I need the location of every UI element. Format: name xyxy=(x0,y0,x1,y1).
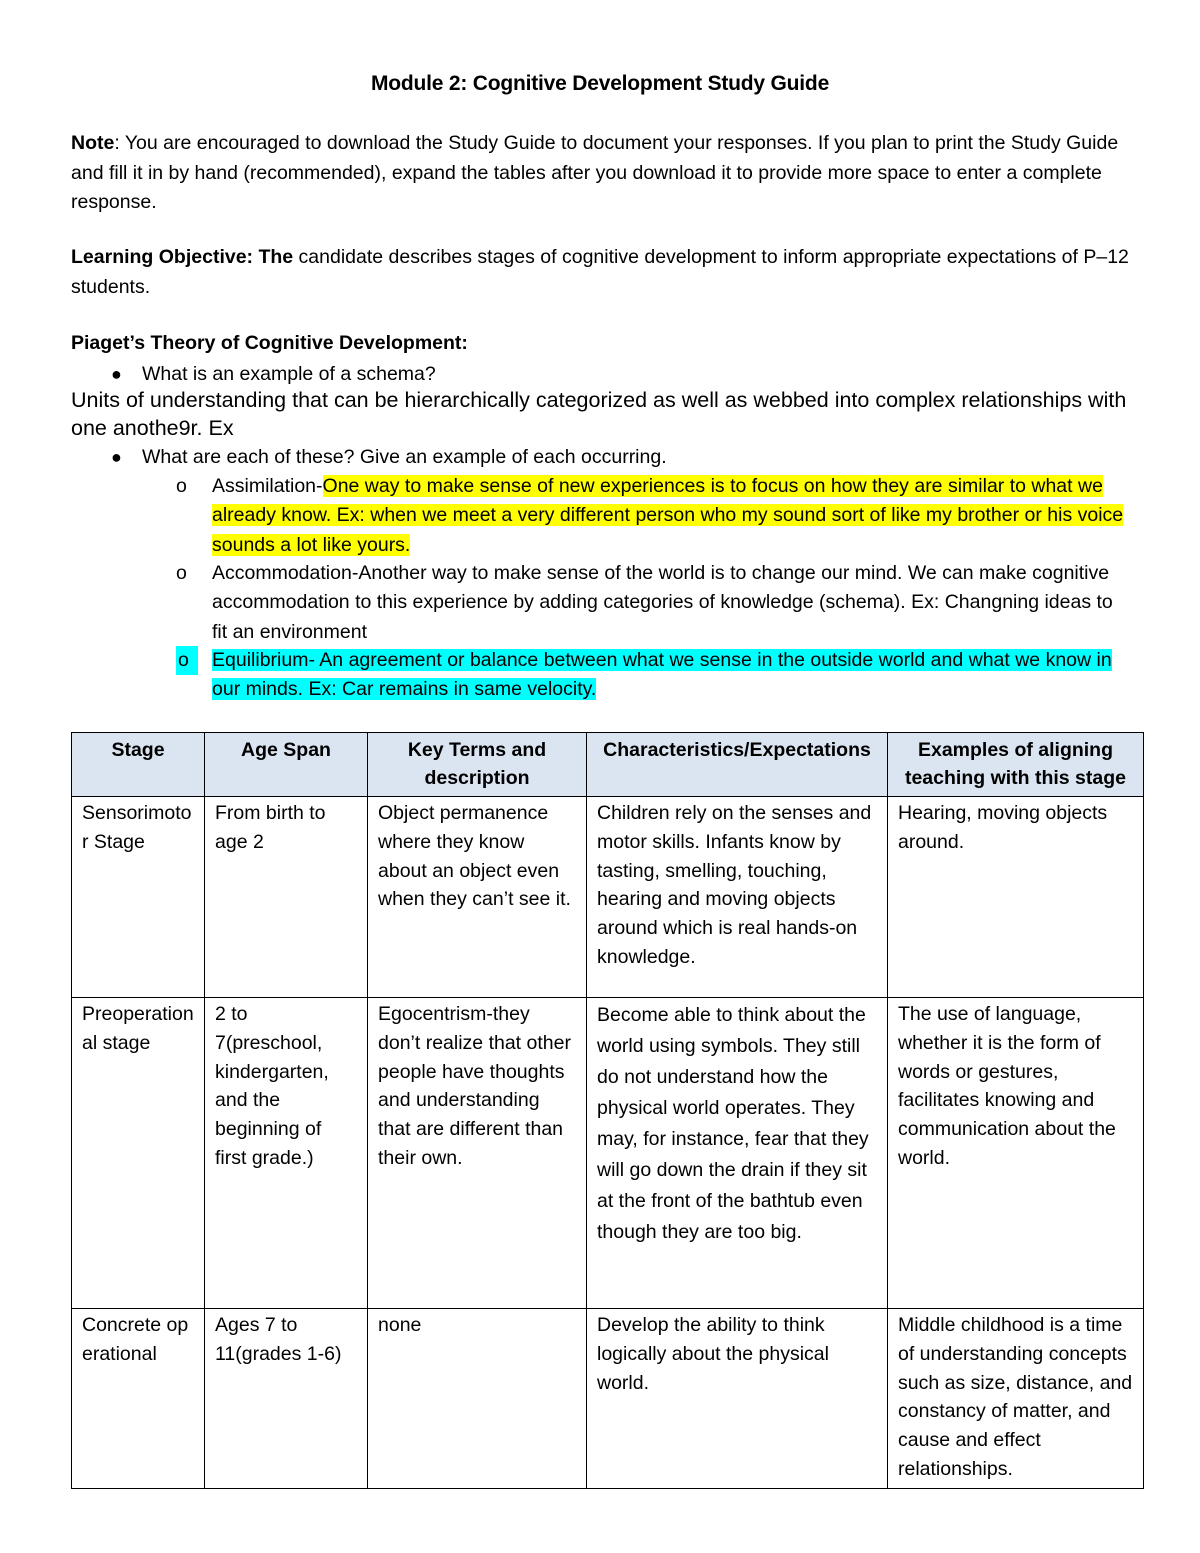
stages-table xyxy=(71,732,1144,1489)
age-span-cell: From birth to age 2 xyxy=(205,797,368,998)
age-span-cell: Ages 7 to 11(grades 1-6) xyxy=(205,1309,368,1489)
key-terms-cell: Egocentrism-they don’t realize that other people have thoughts and understanding that are different than their own. xyxy=(368,998,587,1309)
equilibrium-item xyxy=(176,646,1136,706)
processes-question xyxy=(71,443,1131,472)
key-terms-cell: none xyxy=(368,1309,587,1489)
key-terms-cell: Object permanence where they know about an object even when they can’t see it. xyxy=(368,797,587,998)
accommodation-term: Accommodation- xyxy=(212,562,359,584)
learning-objective-paragraph xyxy=(71,243,1131,302)
assimilation-item xyxy=(176,472,1136,560)
note-text: : You are encouraged to download the Study Guide to document your responses. If you plan to print the Study Guide and fill it in by hand (recommended), expand the tables after you download it to provide more space to enter a complete response. xyxy=(71,132,1119,213)
sub-bullet-marker: o xyxy=(176,646,198,675)
characteristics-cell: Develop the ability to think logically about the physical world. xyxy=(587,1309,888,1489)
schema-question-text: What is an example of a schema? xyxy=(142,363,436,385)
piaget-heading xyxy=(71,329,1131,359)
sub-bullet-marker: o xyxy=(176,475,187,497)
stage-cell: Preoperational stage xyxy=(72,998,205,1309)
learning-objective-text: candidate describes stages of cognitive development to inform appropriate expectations of P–12 students. xyxy=(71,246,1129,298)
examples-cell: The use of language, whether it is the form of words or gestures, facilitates knowing and communication about the world. xyxy=(888,998,1144,1309)
assimilation-term: Assimilation- xyxy=(212,475,323,497)
bullet-icon: ● xyxy=(111,447,122,467)
sub-bullet-marker: o xyxy=(176,562,187,584)
note-label: Note xyxy=(71,132,115,154)
accommodation-text: Another way to make sense of the world is to change our mind. We can make cognitive accommodation to this experience by adding categories of knowledge (schema). Ex: Changning ideas to fit an environment xyxy=(212,562,1113,643)
table-row xyxy=(72,797,1144,998)
examples-cell: Hearing, moving objects around. xyxy=(888,797,1144,998)
document-title: Module 2: Cognitive Development Study Guide xyxy=(370,72,830,95)
header-key-terms: Key Terms and description xyxy=(368,733,587,797)
stage-cell: Concrete operational xyxy=(72,1309,205,1489)
learning-objective-label: Learning Objective: The xyxy=(71,246,294,268)
table-header-row xyxy=(72,733,1144,797)
characteristics-cell: Become able to think about the world using symbols. They still do not understand how the physical world operates. They may, for instance, fear that they will go down the drain if they sit at the front of the bathtub even though they are too big. xyxy=(587,998,888,1309)
header-characteristics: Characteristics/Expectations xyxy=(587,733,888,797)
processes-question-text: What are each of these? Give an example of each occurring. xyxy=(142,446,667,468)
header-stage: Stage xyxy=(72,733,205,797)
stage-cell: Sensorimotor Stage xyxy=(72,797,205,998)
schema-question xyxy=(71,360,1131,389)
age-span-cell: 2 to 7(preschool, kindergarten, and the beginning of first grade.) xyxy=(205,998,368,1309)
piaget-heading-text: Piaget’s Theory of Cognitive Development: xyxy=(71,332,468,354)
schema-answer: Units of understanding that can be hierarchically categorized as well as webbed into complex relationships with one anothe9r. Ex xyxy=(71,388,1127,440)
table-row xyxy=(72,1309,1144,1489)
equilibrium-text: An agreement or balance between what we sense in the outside world and what we know in our minds. Ex: Car remains in same velocity. xyxy=(212,649,1112,701)
characteristics-cell: Children rely on the senses and motor skills. Infants know by tasting, smelling, touching, hearing and moving objects around which is real hands-on knowledge. xyxy=(587,797,888,998)
equilibrium-term: Equilibrium- xyxy=(212,649,315,671)
header-examples: Examples of aligning teaching with this stage xyxy=(888,733,1144,797)
bullet-icon: ● xyxy=(111,364,122,384)
header-age-span: Age Span xyxy=(205,733,368,797)
examples-cell: Middle childhood is a time of understanding concepts such as size, distance, and constancy of matter, and cause and effect relationships. xyxy=(888,1309,1144,1489)
accommodation-item xyxy=(176,559,1136,647)
note-paragraph xyxy=(71,129,1131,218)
table-row xyxy=(72,998,1144,1309)
assimilation-text: One way to make sense of new experiences is to focus on how they are similar to what we already know. Ex: when we meet a very different person who my sound sort of like my brother or his voice sounds a lot like yours. xyxy=(212,475,1124,556)
